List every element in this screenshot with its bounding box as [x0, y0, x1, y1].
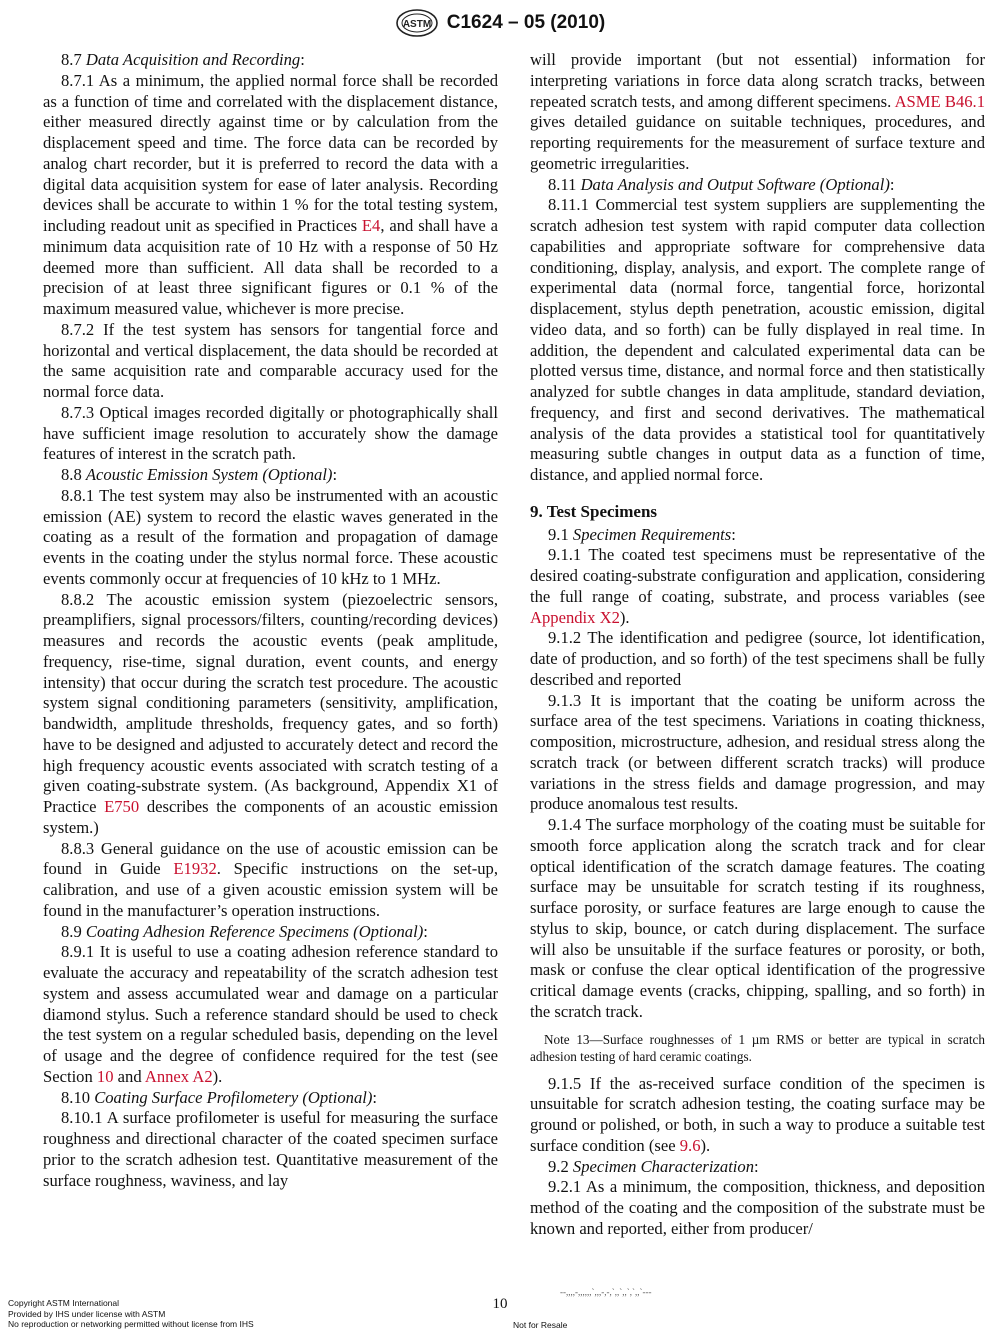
section-heading-9-2: 9.2 Specimen Characterization:: [548, 1156, 759, 1176]
copyright-footer: [8, 1298, 254, 1330]
note-13: Note 13—Surface roughnesses of 1 µm RMS or better are typical in scratch adhesion testing of hard ceramic coatings.: [530, 1031, 985, 1064]
link-9-6[interactable]: 9.6: [679, 1135, 701, 1155]
right-column: [530, 50, 985, 1240]
paragraph-8-8-1: 8.8.1 The test system may also be instrumented with an acoustic emission (AE) system to record the elastic waves generated in the coating as a result of the formation and propagation of damage events in the coating under the stylus normal force. These acoustic events commonly occur at frequencies of 10 kHz to 1 MHz.: [43, 485, 498, 588]
left-column: [43, 50, 498, 1191]
section-heading-8-10: 8.10 Coating Surface Profilometery (Optional):: [61, 1087, 378, 1107]
section-heading-9-1: 9.1 Specimen Requirements:: [548, 524, 736, 544]
paragraph-9-1-2: 9.1.2 The identification and pedigree (source, lot identification, date of production, and so forth) of the test specimens shall be fully described and reported: [530, 628, 985, 689]
svg-text:ASTM: ASTM: [402, 19, 431, 30]
paragraph-8-7-2: 8.7.2 If the test system has sensors for tangential force and horizontal and vertical displacement, the data should be recorded at the same acquisition rate and comparable accuracy used for the normal force data.: [43, 319, 498, 401]
paragraph-9-1-5: 9.1.5 If the as-received surface condition of the specimen is unsuitable for scratch adhesion testing, the coating surface may be ground or polished, or both, in such a way to produce a suitable test surface condition (see 9.6).: [530, 1073, 985, 1155]
section-heading-8-7: 8.7 Data Acquisition and Recording:: [61, 50, 305, 69]
paragraph-9-1-1: 9.1.1 The coated test specimens must be representative of the desired coating-substrate configuration and application, considering the full range of coating, substrate, and process variables (see Appendix X2).: [530, 545, 985, 627]
paragraph-8-8-2: 8.8.2 The acoustic emission system (piezoelectric sensors, preamplifiers, signal processors/filters, counting/recording devices) measures and records the acoustic events (peak amplitude, frequency, rise-time, signal duration, event counts, and energy intensity) that occur during the scratch test procedure. The acoustic system signal conditioning parameters (sensitivity, amplification, bandwidth, amplitude thresholds, frequency gates, and so forth) have to be designed and adjusted to accurately detect and record the high frequency acoustic events associated with scratch testing of a given coating-substrate system. (As background, Appendix X1 of Practice E750 describes the components of an acoustic emission system.): [43, 589, 498, 837]
paragraph-8-10-1: 8.10.1 A surface profilometer is useful for measuring the surface roughness and directional character of the coated specimen surface prior to the scratch adhesion test. Quantitative measurement of the surface roughness, waviness, and lay: [43, 1108, 498, 1190]
link-e750[interactable]: E750: [104, 797, 140, 816]
paragraph-8-8-3: 8.8.3 General guidance on the use of acoustic emission can be found in Guide E1932. Specific instructions on the set-up, calibration, and use of a given acoustic emission system will be found in the manufacturer’s operation instructions.: [43, 838, 498, 920]
provided-line: Provided by IHS under license with ASTM: [8, 1308, 166, 1319]
paragraph-8-11-1: 8.11.1 Commercial test system suppliers are supplementing the scratch adhesion test system with rapid computer data collection capabilities and appropriate software for comprehensive data conditioning, display, analysis, and export. The complete range of experimental data (normal force, tangential force, horizontal displacement, stylus depth penetration, acoustic emission, digital video data, and so forth) can be fully displayed in real time. In addition, the dependent and calculated experimental data can be plotted versus time, distance, and normal force and then statistically analyzed for subtle changes in data amplitude, standard deviation, frequency, and first and second derivatives. The mathematical analysis of the data provides a statistical tool for quantitatively measuring subtle changes in output data as a function of time, distance, and applied normal force.: [530, 195, 985, 484]
no-reproduction-line: No reproduction or networking permitted without license from IHS: [8, 1319, 254, 1329]
paragraph-8-9-1: 8.9.1 It is useful to use a coating adhesion reference standard to evaluate the accuracy and repeatability of the scratch adhesion test system and assess accumulated wear and damage on a particular diamond stylus. Such a reference standard should be used to check the test system on a regular scheduled basis, depending on the level of usage and the degree of confidence required for the test (see Section 10 and Annex A2).: [43, 942, 498, 1086]
page-header: [0, 8, 1000, 38]
scan-mark: --,,,,-,,,,,,`,,,-,-,`,,`,,`,`,,`---: [560, 1287, 652, 1297]
document-id: C1624 – 05 (2010): [446, 12, 606, 33]
section-heading-8-9: 8.9 Coating Adhesion Reference Specimens (Optional):: [61, 921, 428, 941]
link-section-10[interactable]: 10: [96, 1066, 114, 1086]
link-e1932[interactable]: E1932: [173, 859, 217, 879]
section-heading-8-11: 8.11 Data Analysis and Output Software (Optional):: [548, 174, 895, 194]
paragraph-9-1-3: 9.1.3 It is important that the coating be uniform across the surface area of the test specimens. Variations in coating thickness, composition, microstructure, adhesion, and residual stress along the scratch track (or between different scratch tracks) will produce variations in the stress fields and damage progression, and may produce anomalous test results.: [530, 690, 985, 814]
not-for-resale: Not for Resale: [513, 1320, 568, 1330]
paragraph-9-2-1: 9.2.1 As a minimum, the composition, thickness, and deposition method of the coating and the composition of the substrate must be known and reported, either from producer/: [530, 1177, 985, 1238]
link-e4[interactable]: E4: [361, 216, 381, 235]
link-annex-a2[interactable]: Annex A2: [144, 1066, 213, 1086]
paragraph-8-7-3: 8.7.3 Optical images recorded digitally or photographically shall have sufficient image resolution to accurately show the damage features of interest in the scratch path.: [43, 402, 498, 464]
section-heading-9: 9. Test Specimens: [530, 501, 658, 521]
page-number: 10: [492, 1296, 508, 1312]
link-asme-b46-1[interactable]: ASME B46.1: [894, 91, 985, 111]
astm-logo-icon: [395, 8, 439, 38]
copyright-line: Copyright ASTM International: [8, 1298, 120, 1308]
link-appendix-x2[interactable]: Appendix X2: [530, 607, 620, 627]
paragraph-8-7-1: 8.7.1 As a minimum, the applied normal force shall be recorded as a function of time and correlated with the displacement distance, either measured directly against time or by calculation from the displacement speed and time. The force data can be recorded by analog chart recorder, but it is preferred to record the data with a digital data acquisition system for ease of later analysis. Recording devices shall be accurate to within 1 % for the total testing system, including readout unit as specified in Practices E4, and shall have a minimum data acquisition rate of 10 Hz with a response of 50 Hz deemed more than sufficient. All data shall be recorded to a precision of at least three significant figures or 0.1 % of the maximum measured value, whichever is more precise.: [43, 70, 499, 318]
section-heading-8-8: 8.8 Acoustic Emission System (Optional):: [61, 465, 338, 484]
paragraph-9-1-4: 9.1.4 The surface morphology of the coating must be suitable for smooth force application along the scratch track and for clear optical identification of the scratch damage features. The coating surface may be unsuitable for scratch testing if its roughness, surface porosity, or surface features are large enough to cause the stylus to skip, bounce, or catch during displacement. The surface will also be unsuitable if the surface features or porosity, or both, mask or confuse the clear optical identification of the progressive critical damage events (cracks, chipping, spalling, and so forth) in the scratch track.: [530, 815, 985, 1021]
paragraph-continued: will provide important (but not essential) information for interpreting variations in force data along scratch tracks, between repeated scratch tests, and among different specimens. ASME B46.1 gives detailed guidance on suitable techniques, procedures, and reporting requirements for the measurement of surface texture and geometric irregularities.: [530, 50, 985, 173]
